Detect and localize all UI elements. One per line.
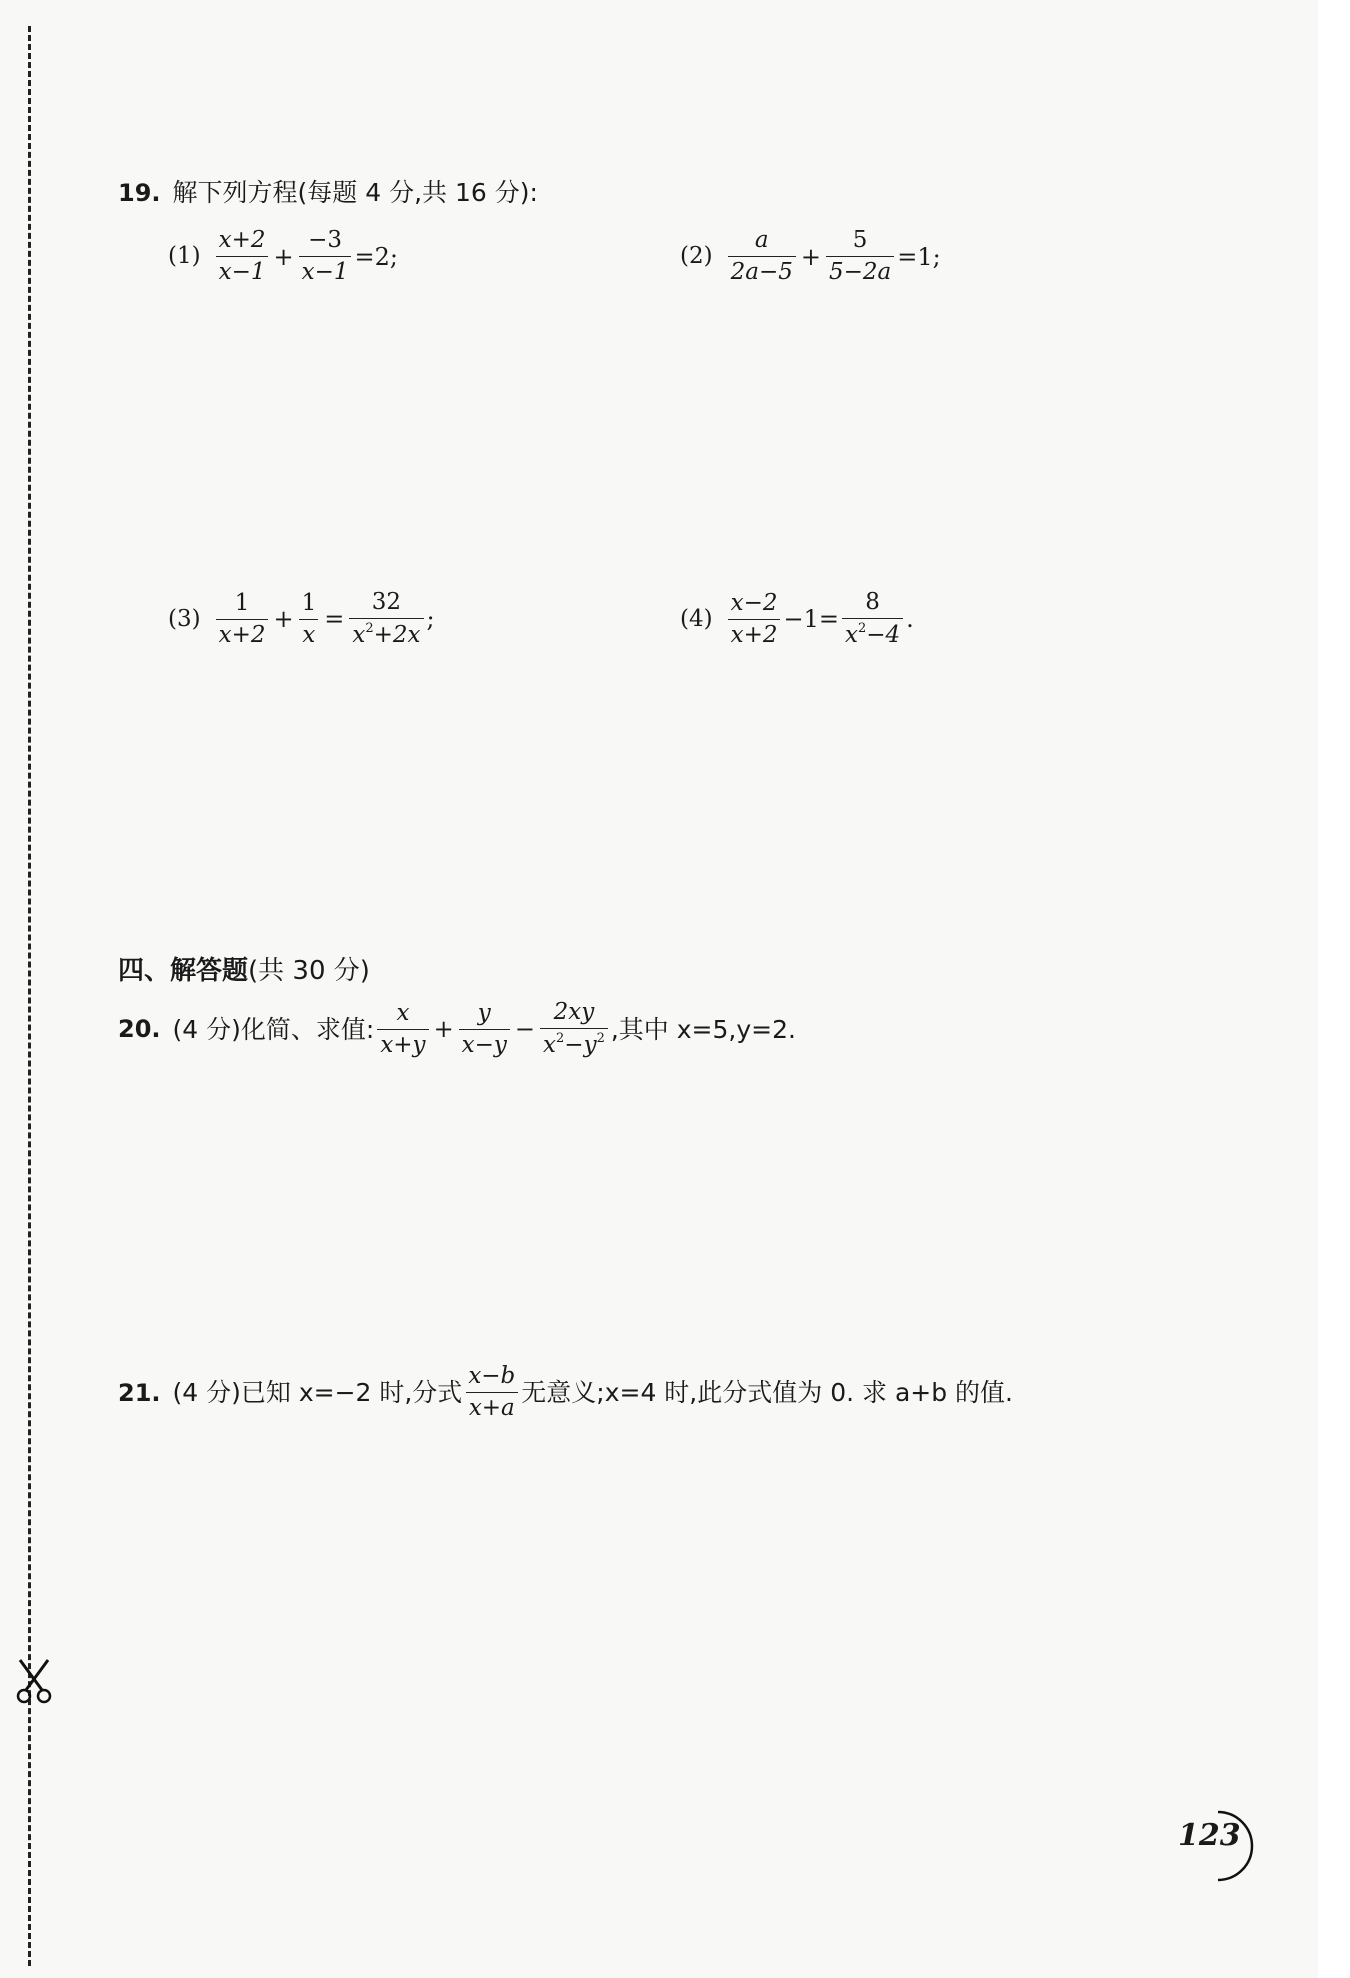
operator: + <box>273 605 294 634</box>
fraction: $\frac{8}{x^2-4}$ <box>842 590 903 649</box>
page-number: 123 <box>1178 1818 1241 1853</box>
punctuation: ; <box>426 605 435 634</box>
q21-prefix: (4 分)已知 x=−2 时,分式 <box>172 1378 463 1408</box>
q20 <box>118 1000 796 1059</box>
fraction: $\frac{x+2}{x-1}$ <box>216 228 269 286</box>
equation-rhs: =1; <box>897 242 941 271</box>
fraction: $\frac{y}{x-y}$ <box>459 1001 510 1059</box>
operator: − <box>514 1015 536 1044</box>
q20-suffix: ,其中 x=5,y=2. <box>610 1014 796 1044</box>
q21 <box>118 1364 1013 1422</box>
punctuation: . <box>906 605 914 634</box>
fraction: $\frac{5}{5-2a}$ <box>826 228 894 286</box>
q19-header <box>118 180 538 205</box>
operator: −1= <box>783 605 839 634</box>
fraction: $\frac{x}{x+y}$ <box>377 1001 428 1059</box>
fraction: $\frac{32}{x^2+2x}$ <box>349 590 423 649</box>
q19-part4 <box>680 590 914 649</box>
fraction: $\frac{1}{x+2}$ <box>216 591 269 649</box>
q21-number: 21. <box>118 1378 161 1407</box>
q20-prefix: (4 分)化简、求值: <box>172 1014 375 1044</box>
scissors-icon <box>14 1656 58 1706</box>
q20-number: 20. <box>118 1015 161 1044</box>
operator: + <box>273 242 294 271</box>
fraction: $\frac{1}{x}$ <box>299 591 320 649</box>
q19-part3 <box>168 590 435 649</box>
fraction: $\frac{a}{2a-5}$ <box>728 228 796 286</box>
part-label: (4) <box>680 605 713 632</box>
fraction: $\frac{-3}{x-1}$ <box>299 228 352 286</box>
part-label: (3) <box>168 605 201 632</box>
equation-rhs: =2; <box>354 242 398 271</box>
fraction: $\frac{x-b}{x+a}$ <box>465 1364 518 1422</box>
fraction: $\frac{2xy}{x^2-y^2}$ <box>540 1000 608 1059</box>
q19-number: 19. <box>118 178 161 207</box>
q19-part1 <box>168 228 398 286</box>
q19-stem: 解下列方程(每题 4 分,共 16 分): <box>172 178 538 207</box>
part-label: (2) <box>680 243 713 270</box>
q21-suffix: 无意义;x=4 时,此分式值为 0. 求 a+b 的值. <box>521 1378 1013 1408</box>
section-heading: 四、解答题(共 30 分) <box>118 956 370 986</box>
q19-part2 <box>680 228 941 286</box>
operator: + <box>433 1015 454 1044</box>
operator: = <box>324 605 345 634</box>
part-label: (1) <box>168 243 201 270</box>
operator: + <box>800 242 821 271</box>
fraction: $\frac{x-2}{x+2}$ <box>728 591 781 649</box>
